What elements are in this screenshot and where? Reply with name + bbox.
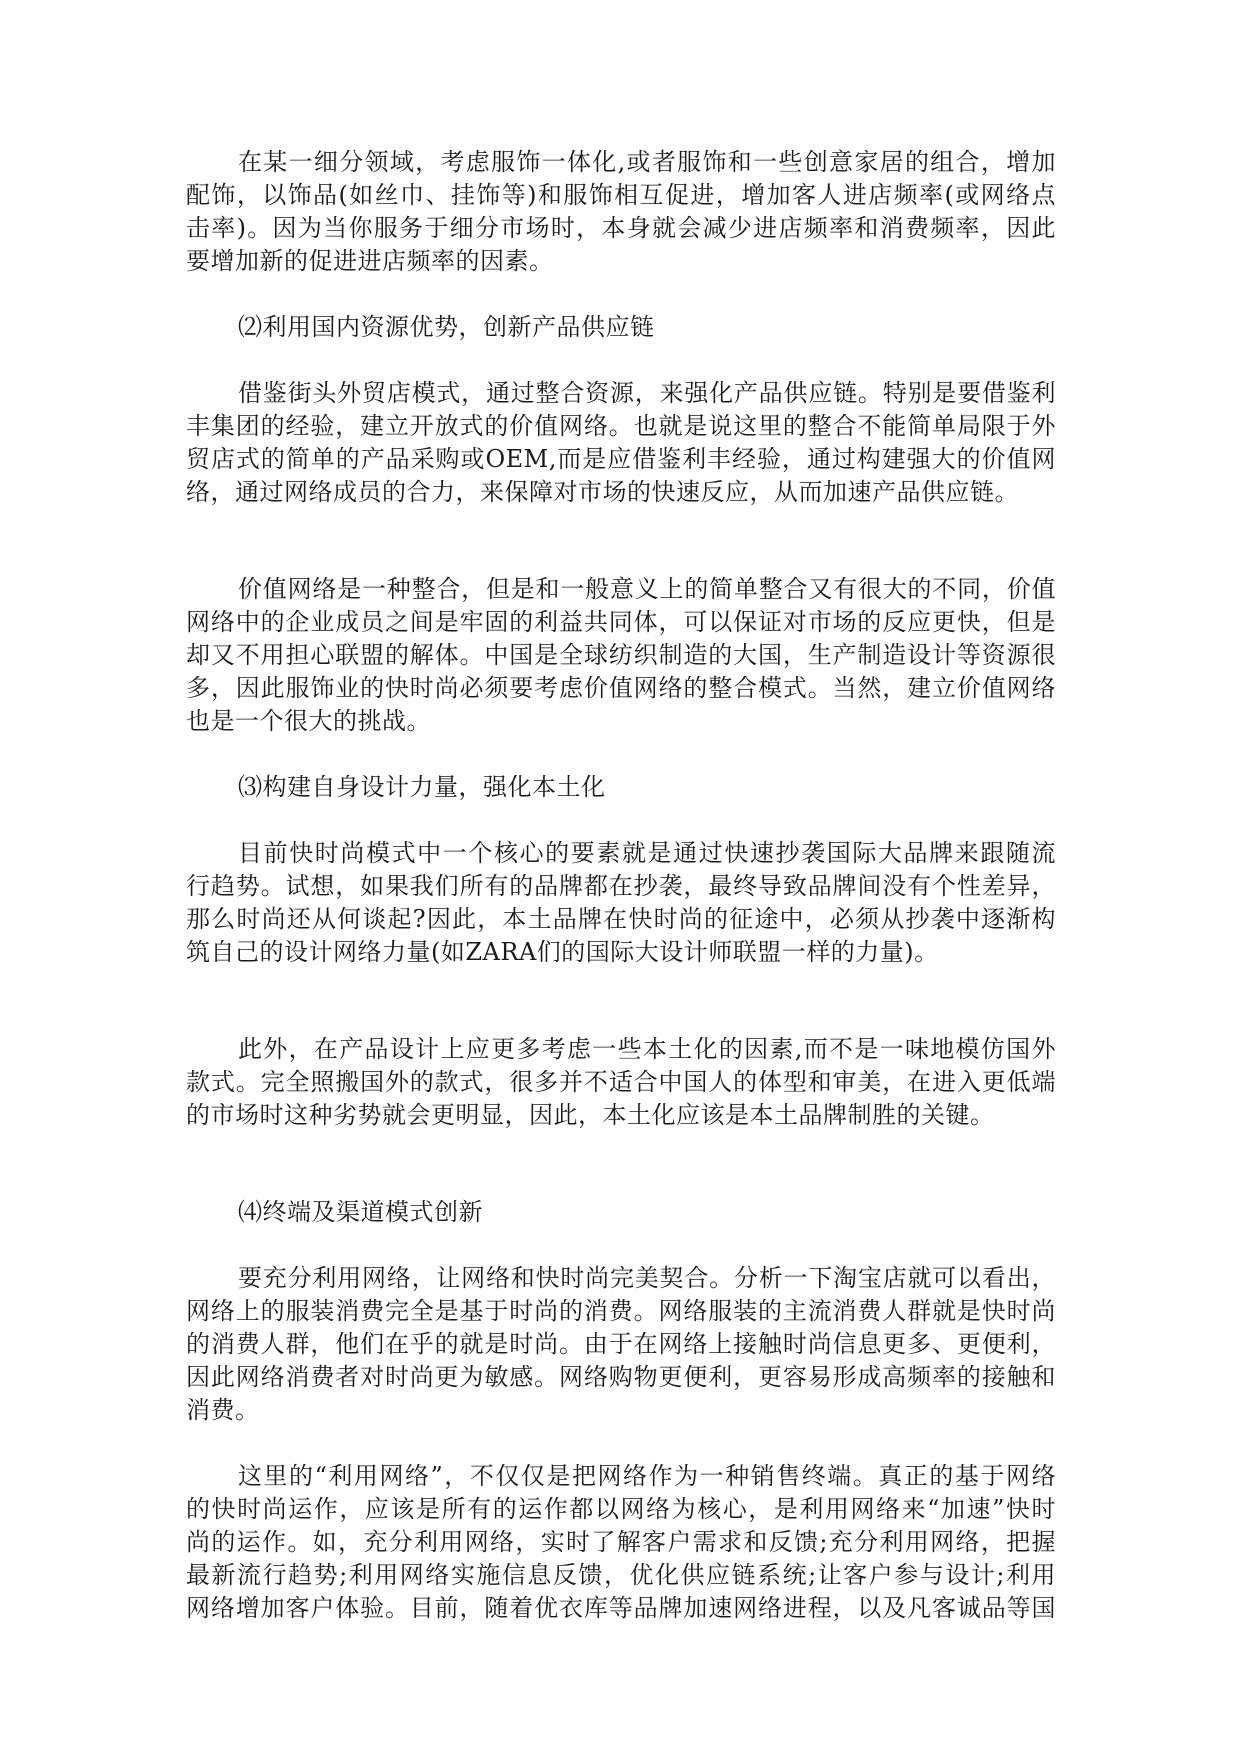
text-line: 最新流行趋势;利用网络实施信息反馈，优化供应链系统;让客户参与设计;利用 bbox=[186, 1561, 1056, 1589]
text-line: 价值网络是一种整合，但是和一般意义上的简单整合又有很大的不同，价值 bbox=[238, 575, 1056, 603]
section-heading-4 bbox=[186, 1196, 1056, 1229]
text-line: 网络中的企业成员之间是牢固的利益共同体，可以保证对市场的反应更快，但是 bbox=[186, 608, 1056, 636]
paragraph-use-network bbox=[186, 1460, 1056, 1625]
paragraph-design-power bbox=[186, 837, 1056, 969]
text-line: 因此网络消费者对时尚更为敏感。网络购物更便利，更容易形成高频率的接触和 bbox=[186, 1363, 1056, 1391]
text-line: 的快时尚运作，应该是所有的运作都以网络为核心，是利用网络来“加速”快时 bbox=[186, 1495, 1056, 1523]
text-line: 多，因此服饰业的快时尚必须要考虑价值网络的整合模式。当然，建立价值网络 bbox=[186, 674, 1056, 702]
text-line: 击率)。因为当你服务于细分市场时，本身就会减少进店频率和消费频率，因此 bbox=[186, 214, 1056, 242]
heading-text: ⑶构建自身设计力量，强化本土化 bbox=[238, 773, 606, 801]
paragraph-supply-chain bbox=[186, 377, 1056, 509]
section-heading-2 bbox=[186, 311, 1056, 344]
text-line: 要增加新的促进进店频率的因素。 bbox=[186, 247, 554, 275]
text-line: 消费。 bbox=[186, 1396, 260, 1424]
text-line: 的市场时这种劣势就会更明显，因此，本土化应该是本土品牌制胜的关键。 bbox=[186, 1101, 995, 1129]
text-line: 借鉴街头外贸店模式，通过整合资源，来强化产品供应链。特别是要借鉴利 bbox=[238, 379, 1056, 407]
text-line: 贸店式的简单的产品采购或OEM,而是应借鉴利丰经验，通过构建强大的价值网 bbox=[186, 445, 1056, 473]
text-line: 也是一个很大的挑战。 bbox=[186, 707, 431, 735]
paragraph-value-network bbox=[186, 573, 1056, 738]
section-heading-3 bbox=[186, 771, 1056, 804]
paragraph-localization bbox=[186, 1033, 1056, 1132]
text-line: 目前快时尚模式中一个核心的要素就是通过快速抄袭国际大品牌来跟随流 bbox=[238, 839, 1056, 867]
document-body bbox=[186, 146, 1056, 1658]
text-line: 网络增加客户体验。目前，随着优衣库等品牌加速网络进程，以及凡客诚品等国 bbox=[186, 1594, 1056, 1622]
paragraph-online bbox=[186, 1262, 1056, 1427]
text-line: 网络上的服装消费完全是基于时尚的消费。网络服装的主流消费人群就是快时尚 bbox=[186, 1297, 1056, 1325]
heading-text: ⑵利用国内资源优势，创新产品供应链 bbox=[238, 313, 655, 341]
text-line: 筑自己的设计网络力量(如ZARA们的国际大设计师联盟一样的力量)。 bbox=[186, 938, 939, 966]
text-line: 丰集团的经验，建立开放式的价值网络。也就是说这里的整合不能简单局限于外 bbox=[186, 412, 1056, 440]
text-line: 络，通过网络成员的合力，来保障对市场的快速反应，从而加速产品供应链。 bbox=[186, 478, 1019, 506]
text-line: 这里的“利用网络”，不仅仅是把网络作为一种销售终端。真正的基于网络 bbox=[238, 1462, 1056, 1490]
text-line: 行趋势。试想，如果我们所有的品牌都在抄袭，最终导致品牌间没有个性差异， bbox=[186, 872, 1056, 900]
text-line: 配饰，以饰品(如丝巾、挂饰等)和服饰相互促进，增加客人进店频率(或网络点 bbox=[186, 181, 1056, 209]
text-line: 那么时尚还从何谈起?因此，本土品牌在快时尚的征途中，必须从抄袭中逐渐构 bbox=[186, 905, 1056, 933]
text-line: 在某一细分领域，考虑服饰一体化,或者服饰和一些创意家居的组合，增加 bbox=[238, 148, 1056, 176]
text-line: 尚的运作。如，充分利用网络，实时了解客户需求和反馈;充分利用网络，把握 bbox=[186, 1528, 1056, 1556]
text-line: 却又不用担心联盟的解体。中国是全球纺织制造的大国，生产制造设计等资源很 bbox=[186, 641, 1056, 669]
text-line: 此外，在产品设计上应更多考虑一些本土化的因素,而不是一味地模仿国外 bbox=[238, 1035, 1056, 1063]
heading-text: ⑷终端及渠道模式创新 bbox=[238, 1198, 483, 1226]
text-line: 要充分利用网络，让网络和快时尚完美契合。分析一下淘宝店就可以看出， bbox=[238, 1264, 1056, 1292]
paragraph-accessories bbox=[186, 146, 1056, 278]
text-line: 的消费人群，他们在乎的就是时尚。由于在网络上接触时尚信息更多、更便利， bbox=[186, 1330, 1056, 1358]
text-line: 款式。完全照搬国外的款式，很多并不适合中国人的体型和审美，在进入更低端 bbox=[186, 1068, 1056, 1096]
